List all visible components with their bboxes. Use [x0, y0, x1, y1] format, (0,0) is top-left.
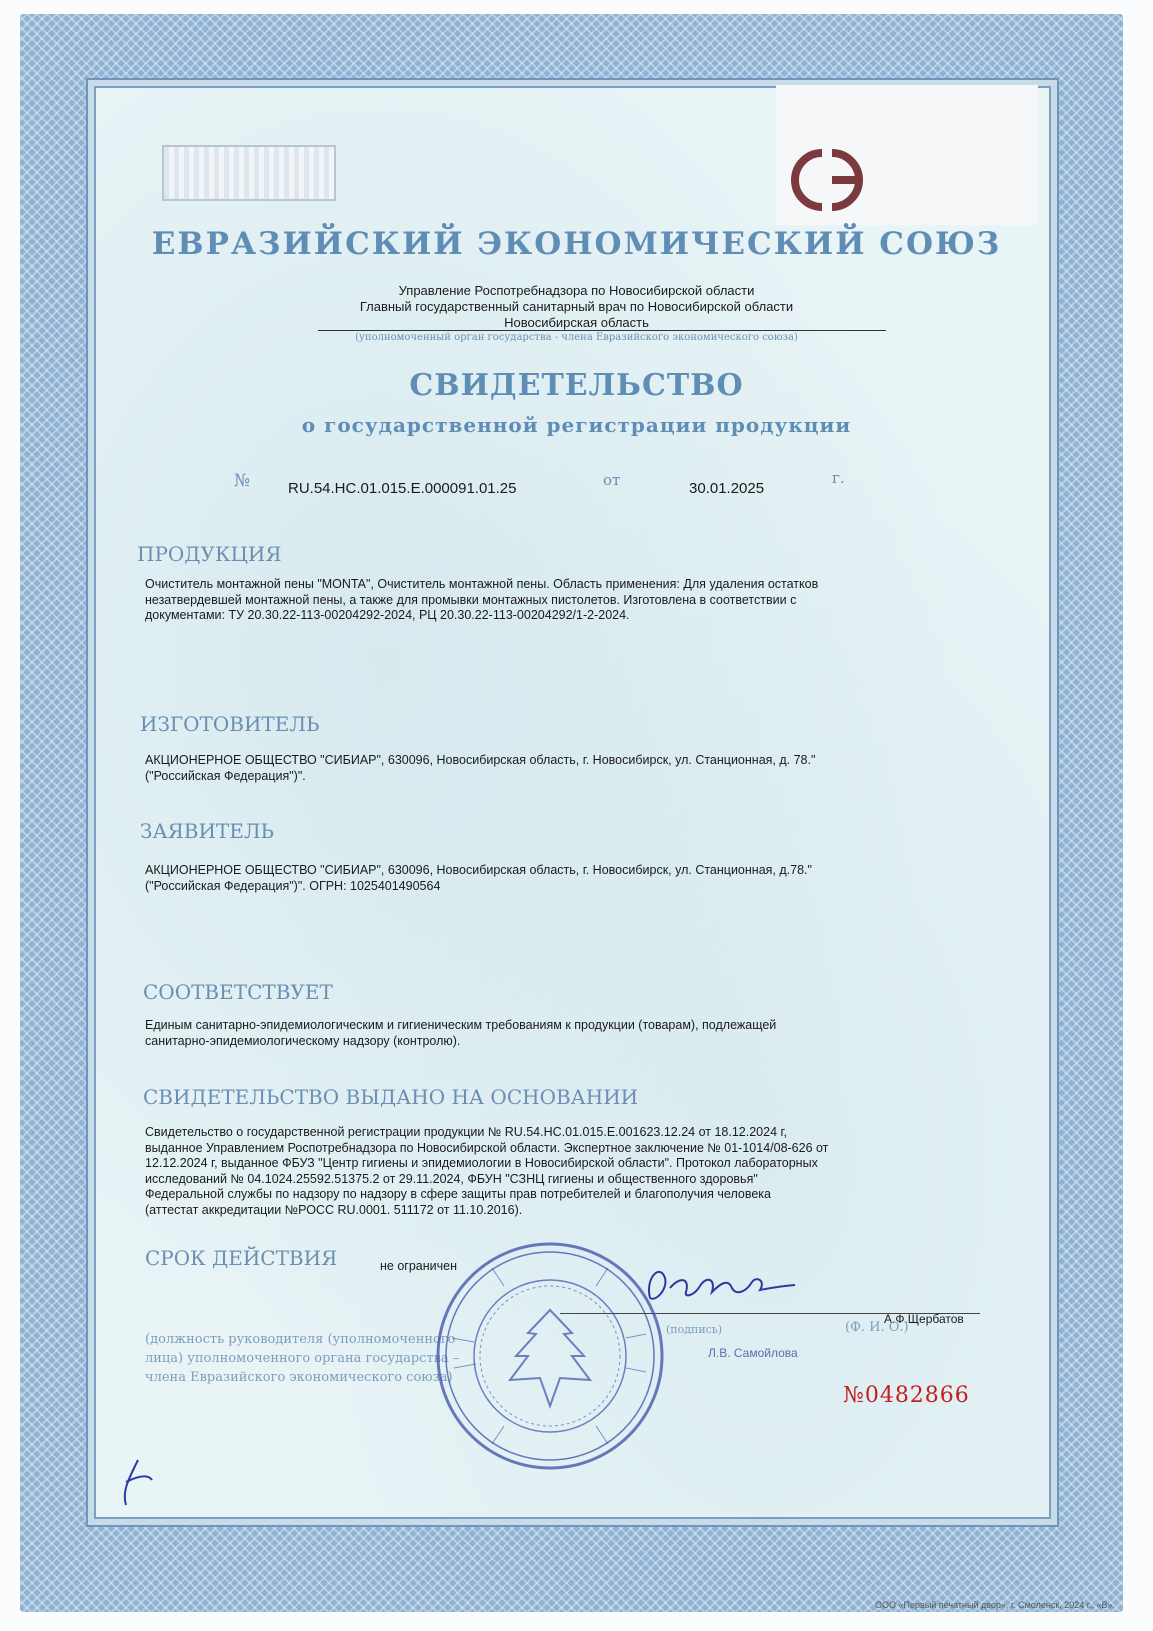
basis-heading: СВИДЕТЕЛЬСТВО ВЫДАНО НА ОСНОВАНИИ — [143, 1085, 639, 1109]
conforms-heading: СООТВЕТСТВУЕТ — [143, 980, 333, 1004]
date-label: от — [603, 471, 621, 489]
applicant-line: АКЦИОНЕРНОЕ ОБЩЕСТВО "СИБИАР", 630096, Новосибирская область, г. Новосибирск, ул. Станционная, д.78." — [145, 863, 812, 877]
signature-label: (подпись) — [666, 1323, 723, 1336]
manufacturer-line: АКЦИОНЕРНОЕ ОБЩЕСТВО "СИБИАР", 630096, Новосибирская область, г. Новосибирск, ул. Станционная, д. 78." — [145, 753, 816, 767]
manufacturer-heading: ИЗГОТОВИТЕЛЬ — [140, 712, 320, 736]
number-label: № — [234, 471, 251, 491]
manufacturer-text — [145, 753, 975, 784]
hologram-sticker — [162, 145, 336, 201]
validity-value: не ограничен — [380, 1259, 457, 1273]
stamped-name: Л.В. Самойлова — [708, 1346, 798, 1360]
authority-line-3: Новосибирская область — [504, 315, 649, 330]
authority-line-2: Главный государственный санитарный врач по Новосибирской области — [359, 299, 794, 314]
authority-underline — [318, 330, 886, 331]
basis-line: (аттестат аккредитации №РОСС RU.0001. 511172 от 11.10.2016). — [145, 1202, 523, 1217]
document-title: СВИДЕТЕЛЬСТВО — [409, 368, 744, 403]
position-line-1: (должность руководителя (уполномоченного — [145, 1332, 456, 1347]
basis-text — [145, 1125, 975, 1218]
applicant-line: ("Российская Федерация")". ОГРН: 1025401490564 — [145, 878, 441, 893]
product-line: документами: ТУ 20.30.22-113-00204292-2024, РЦ 20.30.22-113-00204292/1-2-2024. — [145, 608, 630, 622]
basis-line: Федеральной службы по надзору по надзору в сфере защиты прав потребителей и благополучия человека — [145, 1187, 771, 1201]
manufacturer-line: ("Российская Федерация")". — [145, 768, 306, 783]
document-subtitle: о государственной регистрации продукции — [301, 413, 852, 437]
union-title: ЕВРАЗИЙСКИЙ ЭКОНОМИЧЕСКИЙ СОЮЗ — [151, 226, 1002, 262]
form-serial-number: №0482866 — [843, 1383, 970, 1408]
conforms-line: Единым санитарно-эпидемиологическим и гигиеническим требованиям к продукции (товарам), подлежащей — [145, 1018, 777, 1032]
validity-heading: СРОК ДЕЙСТВИЯ — [145, 1246, 338, 1270]
conforms-text — [145, 1018, 975, 1049]
product-heading: ПРОДУКЦИЯ — [137, 542, 282, 566]
name-label: (Ф. И. О.) — [845, 1320, 909, 1335]
applicant-heading: ЗАЯВИТЕЛЬ — [140, 819, 275, 843]
basis-line: выданное Управлением Роспотребнадзора по Новосибирской области. Экспертное заключение № 01-1014/08-626 от — [145, 1140, 829, 1155]
printer-footer: ООО «Первый печатный двор», г. Смоленск, 2024 г., «В». — [875, 1600, 1115, 1610]
product-line: Очиститель монтажной пены "MONTA", Очиститель монтажной пены. Область применения: Для удаления остатков — [145, 577, 819, 591]
year-suffix: г. — [832, 469, 845, 487]
certificate-date: 30.01.2025 — [689, 480, 765, 497]
product-line: незатвердевшей монтажной пены, а также для промывки монтажных пистолетов. Изготовлена в соответствии с — [145, 592, 797, 607]
certificate-number: RU.54.НС.01.015.Е.000091.01.25 — [288, 480, 517, 497]
authority-line-1: Управление Роспотребнадзора по Новосибирской области — [398, 283, 755, 298]
signer-name: А.Ф.Щербатов — [884, 1312, 964, 1326]
initial-mark — [108, 1450, 168, 1510]
product-text — [145, 577, 975, 624]
handwritten-signature — [620, 1258, 800, 1308]
basis-line: исследований № 04.1024.25592.51375.2 от 29.11.2024, ФБУН "СЗНЦ гигиены и общественного здоровья" — [145, 1171, 758, 1186]
eac-logo-icon — [782, 145, 872, 215]
position-line-2: лица) уполномоченного органа государства – — [145, 1351, 460, 1366]
position-line-3: члена Евразийского экономического союза) — [145, 1370, 453, 1385]
basis-line: 12.12.2024 г, выданное ФБУЗ "Центр гигиены и эпидемиологии в Новосибирской области". Протокол лабораторных — [145, 1156, 818, 1170]
basis-line: Свидетельство о государственной регистрации продукции № RU.54.НС.01.015.Е.001623.12.24 от 18.12.2024 г, — [145, 1125, 788, 1139]
conforms-line: санитарно-эпидемиологическому надзору (контролю). — [145, 1033, 461, 1048]
applicant-text — [145, 863, 975, 894]
authority-note: (уполномоченный орган государства - члена Евразийского экономического союза) — [355, 332, 798, 343]
